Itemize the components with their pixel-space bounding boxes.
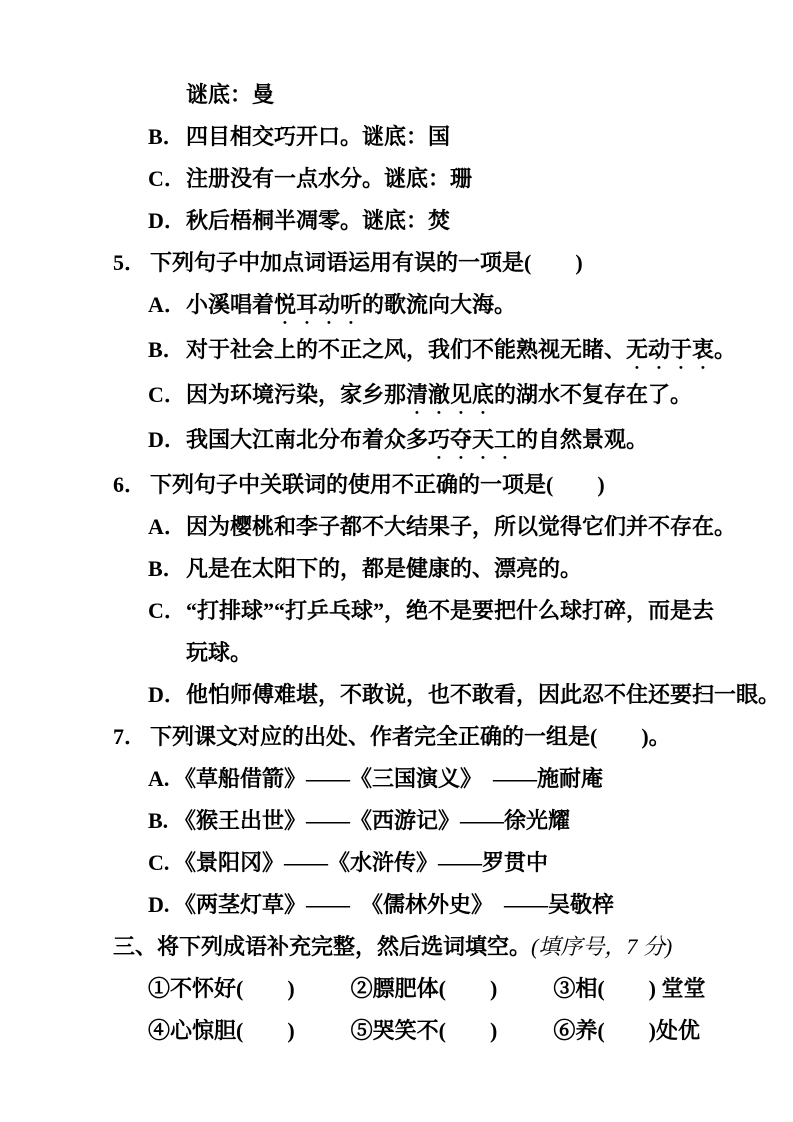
option-text: 《两茎灯草》—— 《儒林外史》 ——吴敬梓 (174, 892, 615, 917)
option-text (186, 374, 692, 419)
option-label: D． (148, 208, 186, 233)
option-text: 因为樱桃和李子都不大结果子，所以觉得它们并不存在。 (186, 514, 737, 539)
option-text-line1: “打排球”“打乒乓球”，绝不是要把什么球打碎，而是去 (186, 598, 715, 623)
question-stem-text: 下列课文对应的出处、作者完全正确的一组是( )。 (150, 724, 671, 749)
option-text: 《草船借箭》——《三国演义》 ——施耐庵 (174, 766, 604, 791)
option-label: B． (148, 556, 185, 581)
option-text-line2: 玩球。 (186, 640, 253, 665)
option-row-6d (148, 674, 793, 716)
question-6-stem (113, 464, 793, 506)
option-row-5c (148, 374, 793, 419)
option-text (186, 419, 648, 464)
emphasized-word: 无动于衷 (626, 337, 715, 362)
section-3-heading (113, 926, 793, 968)
option-text-post: 的歌流向大海。 (362, 292, 517, 317)
option-text: 凡是在太阳下的，都是健康的、漂亮的。 (186, 556, 583, 581)
option-text: 《景阳冈》——《水浒传》——罗贯中 (174, 850, 549, 875)
option-text: 他怕师傅难堪，不敢说，也不敢看，因此忍不住还要扫一眼。 (186, 682, 781, 707)
option-label: D． (148, 682, 186, 707)
option-row-7b (148, 800, 793, 842)
idiom-item-2: ②膘肥体( ) (350, 976, 498, 1001)
option-text (186, 284, 516, 329)
option-label: C． (148, 166, 186, 191)
emphasized-word: 悦耳动听 (274, 292, 363, 317)
option-label: C. (148, 850, 170, 875)
option-row-6c (148, 590, 793, 674)
idiom-item-1: ①不怀好( ) (148, 976, 295, 1001)
option-label: C． (148, 382, 186, 407)
option-text-pre: 我国大江南北分布着众多 (186, 427, 429, 452)
question-7-stem (113, 716, 793, 758)
option-row-4c (148, 158, 793, 200)
idiom-item-4: ④心惊胆( ) (148, 1018, 295, 1043)
option-row-5a (148, 284, 793, 329)
option-row-5b (148, 329, 793, 374)
section-score-note: (填序号，7 分) (531, 934, 673, 959)
option-label: C． (148, 598, 186, 623)
option-row-6a (148, 506, 793, 548)
option-label: A． (148, 292, 186, 317)
question-number: 5． (113, 250, 147, 275)
option-row-4d (148, 200, 793, 242)
option-row-6b (148, 548, 793, 590)
option-text: 注册没有一点水分。谜底：珊 (186, 166, 473, 191)
option-text-post: 的湖水不复存在了。 (494, 382, 693, 407)
option-text-pre: 小溪唱着 (186, 292, 275, 317)
question-7-options (0, 758, 793, 926)
question-stem-text: 下列句子中加点词语运用有误的一项是( ) (150, 250, 583, 275)
idiom-row-1 (148, 968, 793, 1010)
option-label: B. (148, 808, 169, 833)
option-text-post: 的自然景观。 (516, 427, 649, 452)
option-text-post: 。 (714, 337, 737, 362)
option-row-7d (148, 884, 793, 926)
option-row-7a (148, 758, 793, 800)
idiom-item-5: ⑤哭笑不( ) (350, 1018, 498, 1043)
emphasized-word: 巧夺天工 (428, 427, 517, 452)
question-number: 6． (113, 472, 147, 497)
question-5-stem (113, 242, 793, 284)
option-label: A. (148, 766, 170, 791)
option-label: D. (148, 892, 170, 917)
option-row-5d (148, 419, 793, 464)
option-label: B． (148, 337, 185, 362)
idiom-item-6: ⑥养( )处优 (553, 1018, 700, 1043)
section-title: 将下列成语补充完整，然后选词填空。 (157, 934, 532, 959)
option-text-pre: 对于社会上的不正之风，我们不能熟视无睹、 (186, 337, 627, 362)
option-label: D． (148, 427, 186, 452)
question-number: 7． (113, 724, 147, 749)
section-number: 三、 (113, 934, 158, 959)
option-text: 秋后梧桐半凋零。谜底：焚 (186, 208, 451, 233)
idiom-row-2 (148, 1010, 793, 1052)
option-row-7c (148, 842, 793, 884)
option-text-pre: 因为环境污染，家乡那 (186, 382, 407, 407)
option-label: A． (148, 514, 186, 539)
riddle-answer-cont-line: 谜底：曼 (186, 82, 275, 107)
option-text: 四目相交巧开口。谜底：国 (186, 124, 451, 149)
option-label: B． (148, 124, 185, 149)
option-row-4b (148, 116, 793, 158)
idiom-item-3: ③相( ) 堂堂 (553, 976, 706, 1001)
option-text: 《猴王出世》——《西游记》——徐光耀 (174, 808, 571, 833)
option-text (186, 590, 714, 674)
question-stem-text: 下列句子中关联词的使用不正确的一项是( ) (150, 472, 605, 497)
emphasized-word: 清澈见底 (406, 382, 495, 407)
option-text (186, 329, 736, 374)
